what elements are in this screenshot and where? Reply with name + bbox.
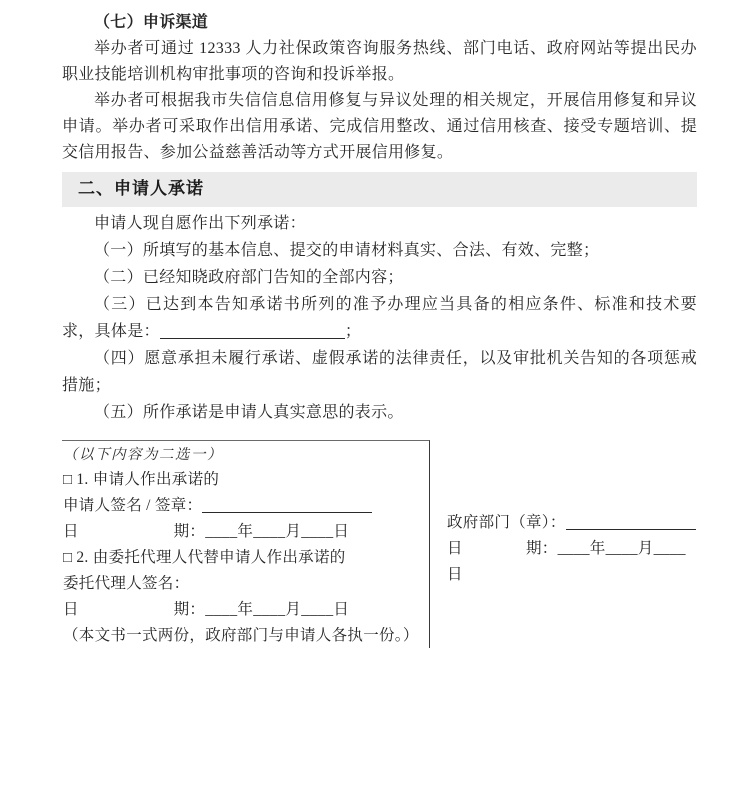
choose-one-note: （以下内容为二选一） bbox=[63, 447, 223, 463]
commitment-item-3 bbox=[62, 291, 697, 345]
document-body bbox=[62, 10, 697, 648]
option2-row bbox=[63, 545, 419, 571]
commitment-item-5: （五）所作承诺是申请人真实意思的表示。 bbox=[94, 404, 404, 421]
option2-checkbox-icon[interactable]: □ bbox=[63, 550, 73, 566]
option2-label: 2. 由委托代理人代替申请人作出承诺的 bbox=[76, 549, 346, 566]
applicant-sign-label: 申请人签名 / 签章： bbox=[63, 497, 203, 514]
signature-form-table bbox=[62, 440, 697, 648]
applicant-signature-blank[interactable] bbox=[202, 498, 372, 513]
commitment-item-1: （一）所填写的基本信息、提交的申请材料真实、合法、有效、完整； bbox=[94, 242, 600, 259]
commitment-item-3-suffix: ； bbox=[344, 323, 362, 340]
option1-checkbox-icon[interactable]: □ bbox=[63, 472, 73, 488]
copies-note: （本文书一式两份，政府部门与申请人各执一份。） bbox=[63, 627, 419, 644]
option1-row bbox=[63, 467, 419, 493]
option1-label: 1. 申请人作出承诺的 bbox=[76, 471, 220, 488]
government-stamp-row bbox=[447, 510, 697, 536]
specifics-blank-field[interactable] bbox=[160, 324, 345, 339]
commitment-section-heading: 二、申请人承诺 bbox=[78, 179, 204, 198]
commitment-item-2: （二）已经知晓政府部门告知的全部内容； bbox=[94, 269, 404, 286]
government-stamp-cell bbox=[430, 440, 697, 648]
applicant-signature-cell bbox=[62, 440, 430, 648]
commitment-intro: 申请人现自愿作出下列承诺： bbox=[94, 215, 306, 232]
government-stamp-label: 政府部门（章）： bbox=[447, 514, 566, 531]
agent-sign-row: 委托代理人签名： bbox=[63, 575, 190, 592]
option1-date-row: 日 期：____年____月____日 bbox=[63, 523, 350, 540]
option2-date-row: 日 期：____年____月____日 bbox=[63, 601, 350, 618]
commitment-item-3-text: （三）已达到本告知承诺书所列的准予办理应当具备的相应条件、标准和技术要求，具体是： bbox=[62, 296, 697, 340]
commitment-item-4: （四）愿意承担未履行承诺、虚假承诺的法律责任，以及审批机关告知的各项惩戒措施； bbox=[62, 350, 697, 394]
appeal-section-heading: （七）申诉渠道 bbox=[94, 14, 209, 31]
commitment-section-heading-band bbox=[62, 172, 697, 207]
government-stamp-blank[interactable] bbox=[566, 515, 696, 530]
applicant-sign-row bbox=[63, 493, 419, 519]
commitment-list bbox=[62, 210, 697, 426]
appeal-paragraph-1: 举办者可通过 12333 人力社保政策咨询服务热线、部门电话、政府网站等提出民办职业技能培训机构审批事项的咨询和投诉举报。 bbox=[62, 40, 697, 83]
appeal-paragraph-2: 举办者可根据我市失信信息信用修复与异议处理的相关规定，开展信用修复和异议申请。举办者可采取作出信用承诺、完成信用整改、通过信用核查、接受专题培训、提交信用报告、参加公益慈善活动等方式开展信用修复。 bbox=[62, 92, 697, 161]
government-date-row: 日 期：____年____月____日 bbox=[447, 540, 686, 583]
